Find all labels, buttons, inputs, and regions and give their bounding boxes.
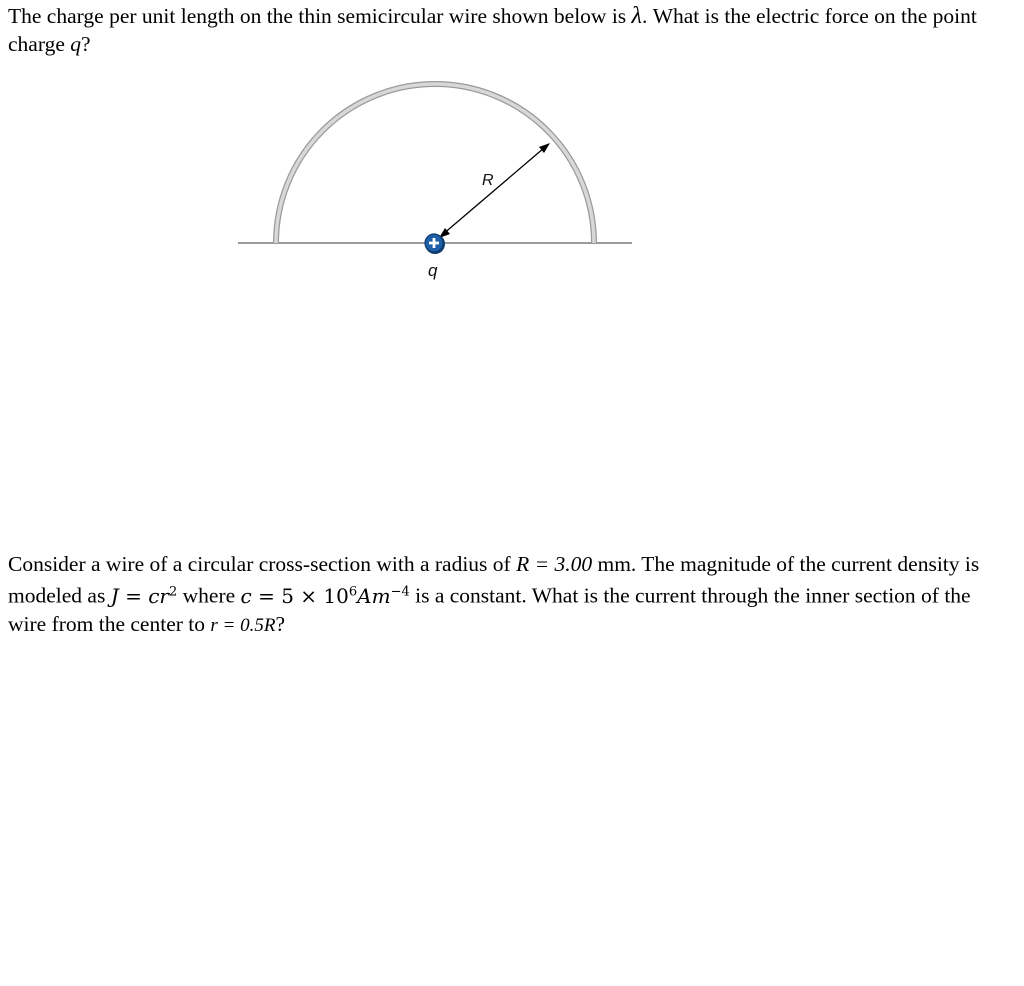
constant-formula <box>241 584 410 608</box>
q-symbol: q <box>70 32 82 56</box>
c-variable: c <box>240 583 252 608</box>
q2-part3: where <box>177 583 241 608</box>
question-1-text <box>8 2 998 58</box>
c-value: = 5 × 10 <box>251 583 349 608</box>
lambda-symbol: λ <box>631 3 642 29</box>
q1-text-start: The charge per unit length on the thin semicircular wire shown below is <box>8 4 632 28</box>
q2-part5: ? <box>275 611 285 636</box>
j-equals: = <box>118 583 149 608</box>
radius-arrow-line <box>442 148 544 235</box>
current-density-formula <box>111 584 178 608</box>
charge-label: q <box>428 261 438 280</box>
q2-part1: Consider a wire of a circular cross-section with a radius of <box>8 552 517 576</box>
q1-text-middle: . What is the electric force on the point charge <box>8 4 977 56</box>
question-2-text <box>8 550 1008 640</box>
j-variable: J <box>110 583 119 608</box>
unit-exponent: −4 <box>390 584 410 599</box>
radius-expression: R = 3.00 <box>516 552 593 576</box>
c-unit: Am <box>357 583 391 608</box>
r-exponent: 2 <box>168 584 178 599</box>
semicircular-wire-edge <box>276 84 594 243</box>
cr-term: cr <box>148 583 169 608</box>
c-exponent: 6 <box>348 584 358 599</box>
radius-label: R <box>482 172 494 189</box>
semicircle-diagram <box>230 75 640 290</box>
semicircular-wire <box>276 84 594 243</box>
r-expression: r = 0.5R <box>210 614 276 636</box>
q2-part2: The magnitude of the current density is modeled as <box>8 552 980 608</box>
radius-unit: mm. <box>592 552 637 576</box>
q2-part4: is a constant. What is the current through the inner section of the wire from the center to <box>8 583 971 636</box>
q1-text-end: ? <box>81 32 91 56</box>
